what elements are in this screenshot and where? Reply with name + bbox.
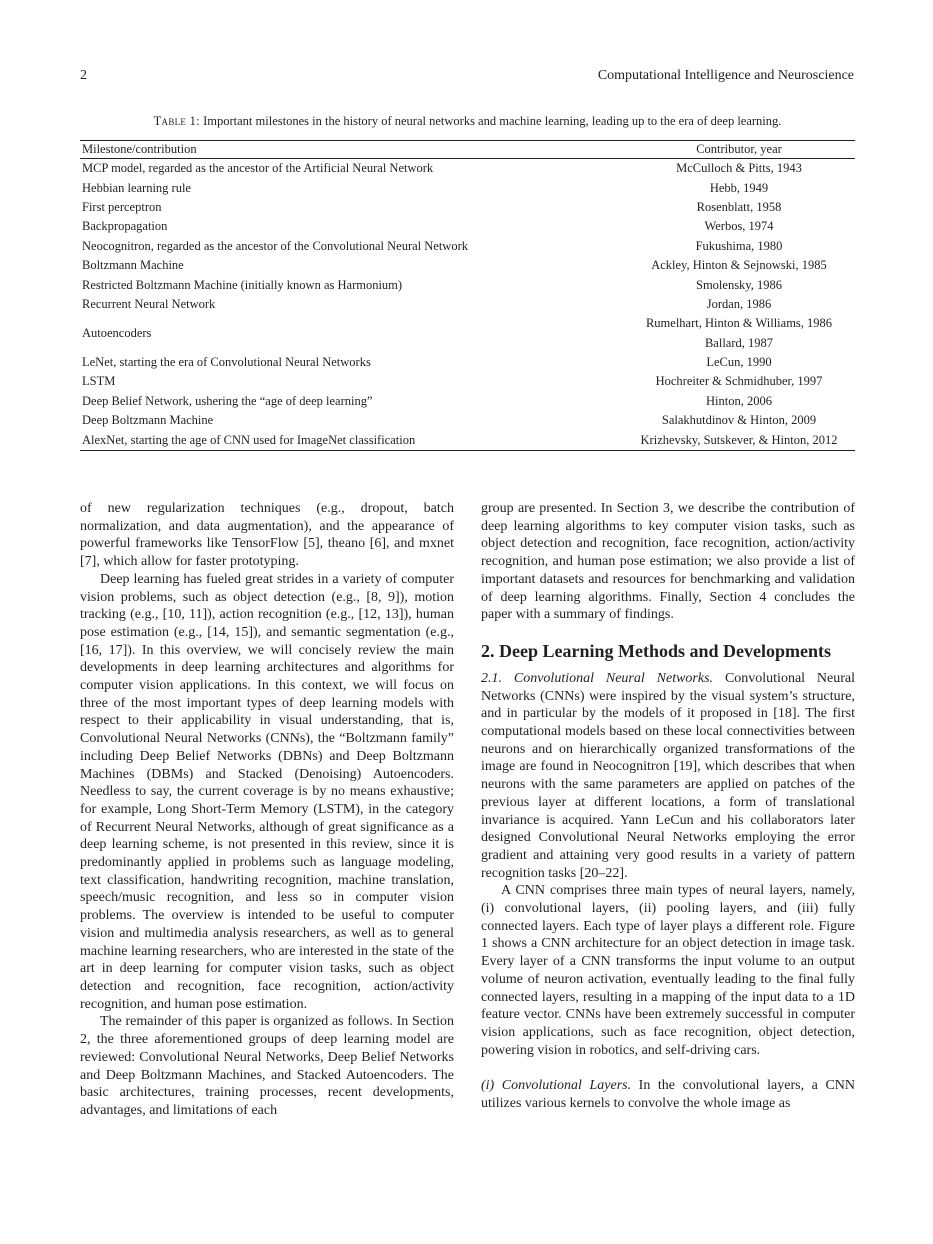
table-row: [80, 217, 855, 236]
paragraph: The remainder of this paper is organized as follows. In Section 2, the three aforementioned groups of deep learning model are reviewed: Convolutional Neural Networks, Deep Belief Networks and Deep Boltzmann Machines, and Stacked Autoencoders. The basic architectures, training processes, recent developments, advantages, and limitations of each: [80, 1014, 454, 1118]
milestones-table: [80, 140, 855, 451]
milestone-cell: LSTM: [82, 374, 116, 389]
column-header-contributor: Contributor, year: [623, 141, 855, 159]
paragraph: [481, 1077, 855, 1112]
table-label: Table 1:: [153, 114, 200, 128]
contributor-cell: Ackley, Hinton & Sejnowski, 1985: [651, 258, 827, 273]
table-row: [80, 178, 855, 197]
runin-heading: (i) Convolutional Layers.: [481, 1078, 632, 1094]
contributor-cell: Werbos, 1974: [704, 219, 774, 234]
table-row: [80, 392, 855, 411]
table-header-row: [80, 141, 855, 159]
paragraph-text: In the convolutional layers, a CNN utilizes various kernels to convolve the whole image as: [481, 1078, 856, 1112]
table-row: [80, 198, 855, 217]
paragraph: [481, 670, 855, 882]
page-number: 2: [80, 68, 87, 83]
contributor-cell: Salakhutdinov & Hinton, 2009: [661, 413, 817, 428]
contributor-cell: Rumelhart, Hinton & Williams, 1986: [645, 316, 833, 331]
milestone-cell: Deep Belief Network, ushering the “age of deep learning”: [82, 393, 373, 408]
contributor-cell: LeCun, 1990: [706, 355, 772, 370]
milestone-cell: AlexNet, starting the age of CNN used for ImageNet classification: [80, 430, 623, 450]
paragraph: group are presented. In Section 3, we describe the contribution of deep learning algorithms to key computer vision tasks, such as object detection and recognition, face recognition, action/activity recognition, and human pose estimation; we also provide a list of important datasets and resources for benchmarking and validation of deep learning algorithms. Finally, Section 4 concludes the paper with a summary of findings.: [481, 501, 855, 623]
table-row: [80, 372, 855, 391]
milestone-cell: LeNet, starting the era of Convolutional Neural Networks: [82, 355, 371, 370]
column-header-milestone: Milestone/contribution: [80, 141, 623, 159]
milestone-cell: Autoencoders: [82, 326, 152, 341]
contributor-cell: Hochreiter & Schmidhuber, 1997: [655, 374, 823, 389]
table-row: [80, 295, 855, 314]
table-caption-text: Important milestones in the history of neural networks and machine learning, leading up to the era of deep learning.: [203, 114, 782, 128]
table-row: [80, 256, 855, 275]
paragraph: Deep learning has fueled great strides in a variety of computer vision problems, such as object detection (e.g., [8, 9]), motion tracking (e.g., [10, 11]), action recognition (e.g., [12, 13]), human pose estimation (e.g., [14, 15]), and semantic segmentation (e.g., [16, 17]). In this overview, we will concisely review the main developments in deep learning architectures and algorithms for computer vision applications. In this context, we will focus on three of the most important types of deep learning models with respect to their applicability in visual understanding, that is, Convolutional Neural Networks (CNNs), the “Boltzmann family” including Deep Belief Networks (DBNs) and Deep Boltzmann Machines (DBMs) and Stacked (Denoising) Autoencoders. Needless to say, the current coverage is by no means exhaustive; for example, Long Short-Term Memory (LSTM), in the category of Recurrent Neural Networks, although of great significance as a deep learning scheme, is not presented in this review, since it is predominantly applied in problems such as language modeling, text classification, handwriting recognition, machine translation, speech/music recognition, and less so in computer vision problems. The overview is intended to be useful to computer vision and multimedia analysis researchers, as well as to general machine learning researchers, who are interested in the state of the art in deep learning for computer vision tasks, such as object detection and recognition, face recognition, action/activity recognition, and human pose estimation.: [80, 571, 454, 1012]
table-row: [80, 314, 855, 333]
milestone-cell: Hebbian learning rule: [82, 180, 191, 195]
milestone-cell: MCP model, regarded as the ancestor of the Artificial Neural Network: [82, 161, 434, 176]
subsection-heading: 2.1. Convolutional Neural Networks.: [481, 670, 714, 686]
table-row: [80, 275, 855, 294]
contributor-cell: Fukushima, 1980: [695, 238, 783, 253]
milestone-cell: Neocognitron, regarded as the ancestor of the Convolutional Neural Network: [82, 238, 468, 253]
left-column: [80, 500, 454, 1120]
right-column: [481, 500, 855, 1113]
milestone-cell: First perceptron: [82, 199, 162, 214]
table-row: [80, 430, 855, 450]
contributor-cell: McCulloch & Pitts, 1943: [676, 161, 802, 176]
milestone-cell: Recurrent Neural Network: [82, 296, 216, 311]
table-row: [80, 353, 855, 372]
milestone-cell: Deep Boltzmann Machine: [82, 413, 214, 428]
contributor-cell: Jordan, 1986: [706, 296, 772, 311]
running-head: Computational Intelligence and Neuroscience: [597, 68, 854, 83]
paragraph: A CNN comprises three main types of neural layers, namely, (i) convolutional layers, (ii) pooling layers, and (iii) fully connected layers. Each type of layer plays a different role. Figure 1 shows a CNN architecture for an object detection in image task. Every layer of a CNN transforms the input volume to an output volume of neuron activation, eventually leading to the final fully connected layers, resulting in a mapping of the input data to a 1D feature vector. CNNs have been extremely successful in computer vision applications, such as face recognition, object detection, powering vision in robotics, and self-driving cars.: [481, 883, 855, 1058]
contributor-cell: Krizhevsky, Sutskever, & Hinton, 2012: [623, 430, 855, 450]
milestone-cell: Restricted Boltzmann Machine (initially known as Harmonium): [82, 277, 403, 292]
contributor-cell: Hinton, 2006: [706, 393, 772, 408]
contributor-cell: Rosenblatt, 1958: [696, 199, 782, 214]
section-heading: 2. Deep Learning Methods and Developments: [481, 640, 831, 661]
contributor-cell: Ballard, 1987: [704, 335, 774, 350]
contributor-cell: Hebb, 1949: [709, 180, 769, 195]
paragraph-text: Convolutional Neural Networks (CNNs) were inspired by the visual system’s structure, and in particular by the models of it proposed in [18]. The first computational models based on these local connectivities between neurons and on hierarchically organized transformations of the image are found in Neocognitron [19], which describes that when neurons with the same parameters are applied on patches of the previous layer at different locations, a form of translational invariance is acquired. Yann LeCun and his collaborators later designed Convolutional Neural Networks employing the error gradient and attaining very good results in a variety of pattern recognition tasks [20–22].: [481, 670, 856, 881]
table-row: [80, 411, 855, 430]
table-caption: [80, 114, 855, 129]
paragraph: of new regularization techniques (e.g., dropout, batch normalization, and data augmentation), and the appearance of powerful frameworks like TensorFlow [5], theano [6], and mxnet [7], which allow for faster prototyping.: [80, 501, 454, 570]
table-row: [80, 237, 855, 256]
table-row: [80, 159, 855, 179]
milestone-cell: Boltzmann Machine: [82, 258, 184, 273]
milestone-cell: Backpropagation: [82, 219, 168, 234]
contributor-cell: Smolensky, 1986: [696, 277, 782, 292]
